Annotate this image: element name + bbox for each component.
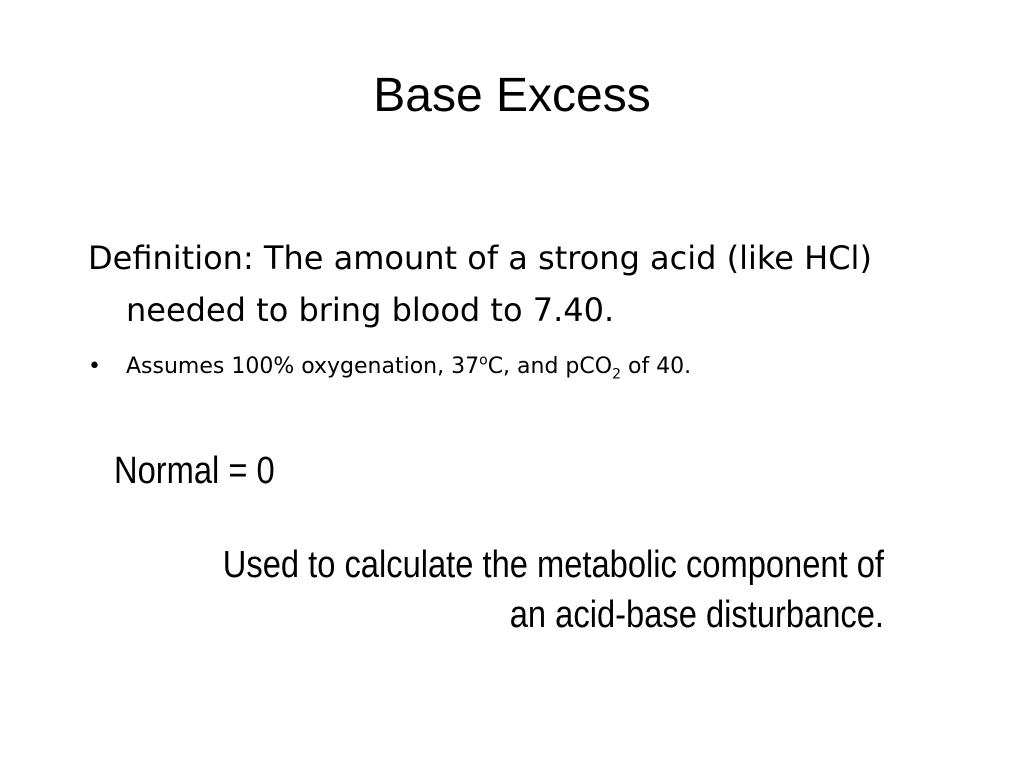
co2-subscript: 2	[612, 366, 621, 383]
bullet-dot: •	[88, 354, 101, 379]
usage-note	[104, 540, 884, 640]
usage-line-2: an acid-base disturbance.	[509, 594, 884, 636]
degree-superscript: o	[479, 352, 488, 369]
bullet-text-after: of 40.	[620, 354, 692, 379]
bullet-text-before: Assumes 100% oxygenation, 37	[126, 354, 480, 379]
slide-title: Base Excess	[373, 69, 651, 122]
usage-line-1: Used to calculate the metabolic component of	[222, 544, 884, 586]
definition-text: Definition: The amount of a strong acid (like HCl) needed to bring blood to 7.40.	[88, 239, 872, 329]
list-item	[88, 350, 928, 384]
bullet-list	[88, 350, 928, 384]
bullet-text-middle: C, and pCO	[487, 354, 613, 379]
normal-value-text: Normal = 0	[114, 450, 275, 492]
